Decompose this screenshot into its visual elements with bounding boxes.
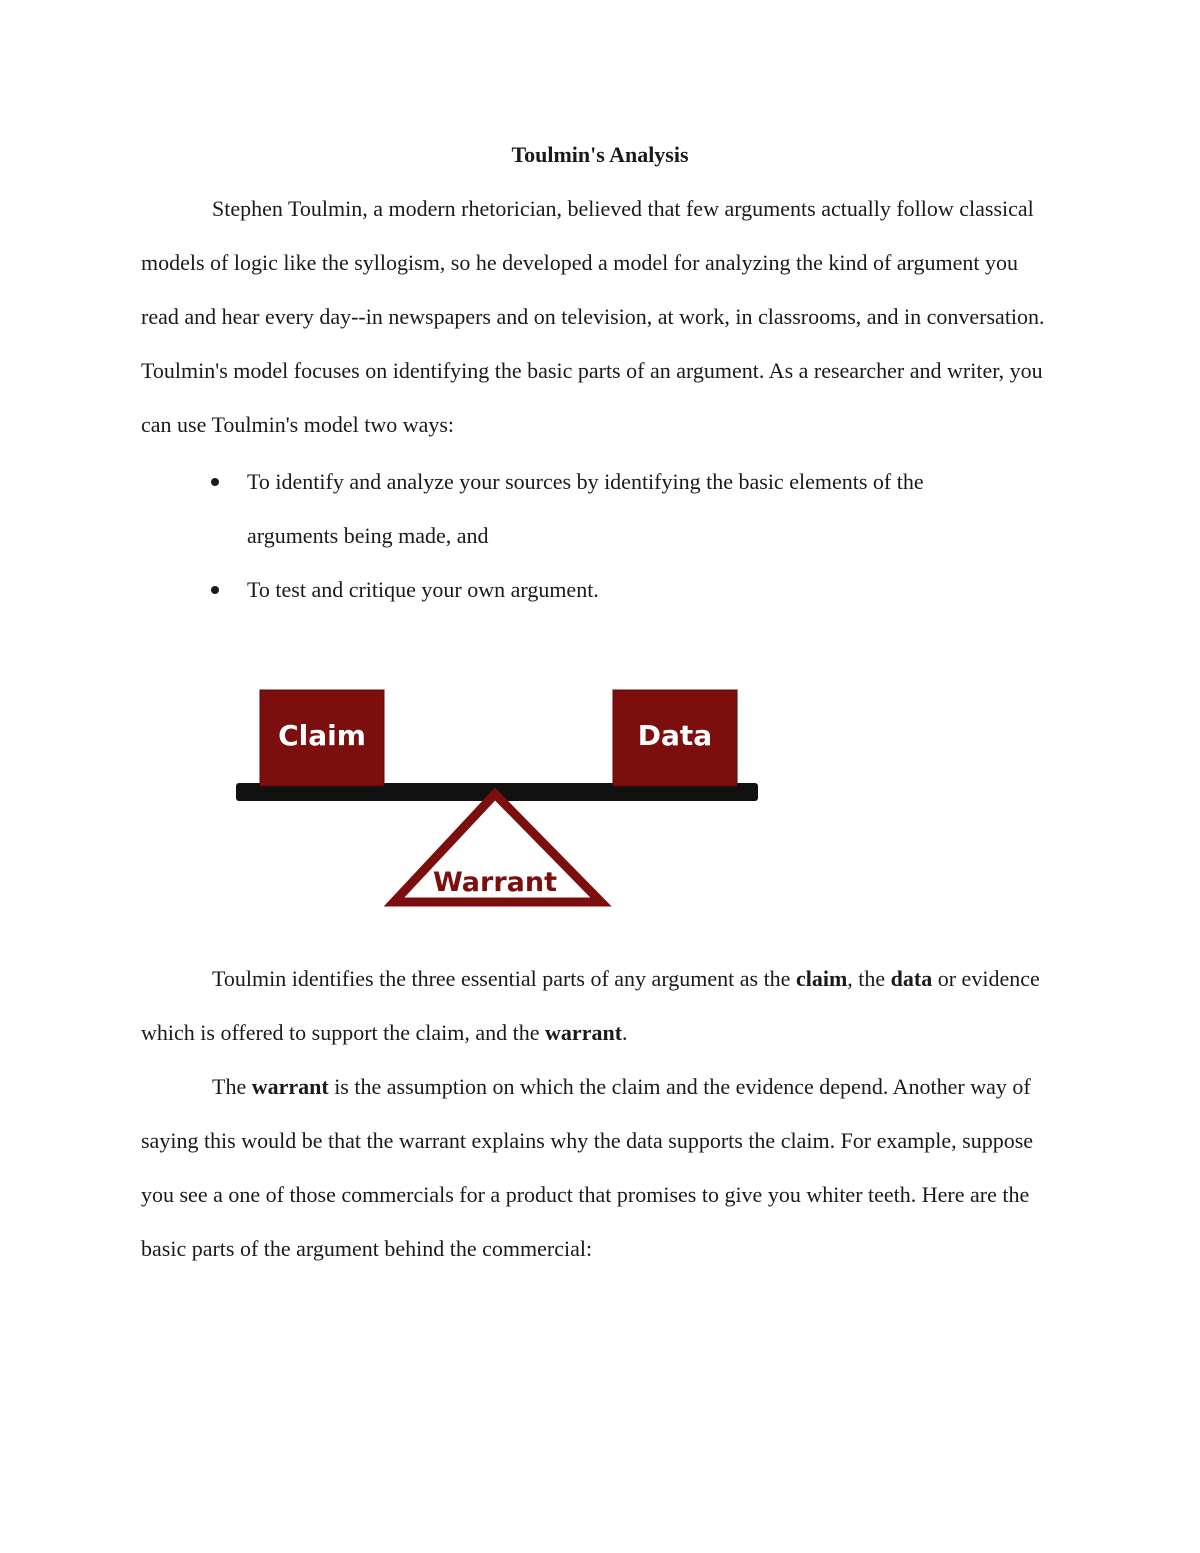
bullet-icon bbox=[211, 478, 219, 486]
text-run: Toulmin identifies the three essential parts of any argument as the bbox=[212, 966, 796, 991]
toulmin-diagram bbox=[230, 682, 770, 912]
document-title: Toulmin's Analysis bbox=[511, 142, 689, 167]
warrant-label: Warrant bbox=[432, 867, 558, 898]
text-run: . bbox=[622, 1020, 628, 1045]
warrant-paragraph bbox=[141, 1060, 1061, 1276]
term-warrant: warrant bbox=[545, 1020, 623, 1045]
bullet-icon bbox=[211, 586, 219, 594]
list-item-text: To test and critique your own argument. bbox=[247, 577, 599, 602]
text-run: , the bbox=[847, 966, 891, 991]
list-item-text: To identify and analyze your sources by identifying the basic elements of the arguments being made, and bbox=[247, 469, 924, 548]
term-data: data bbox=[890, 966, 933, 991]
list-item bbox=[141, 563, 1041, 617]
intro-paragraph: Stephen Toulmin, a modern rhetorician, believed that few arguments actually follow classical models of logic like the syllogism, so he developed a model for analyzing the kind of argument you read and hear every day--in newspapers and on television, at work, in classrooms, and in conversation. Toulmin's model focuses on identifying the basic parts of an argument. As a researcher and writer, you can use Toulmin's model two ways: bbox=[141, 196, 1045, 437]
parts-paragraph bbox=[141, 952, 1061, 1060]
data-label: Data bbox=[637, 719, 713, 752]
text-run: is the assumption on which the claim and the evidence depend. Another way of saying this would be that the warrant explains why the data supports the claim. For example, suppose you see a one of those commercials for a product that promises to give you whiter teeth. Here are the basic parts of the argument behind the commercial: bbox=[141, 1074, 1034, 1261]
term-claim: claim bbox=[795, 966, 848, 991]
term-warrant: warrant bbox=[251, 1074, 329, 1099]
text-run: The bbox=[212, 1074, 252, 1099]
usage-list bbox=[141, 455, 1041, 617]
list-item bbox=[141, 455, 1041, 563]
text-run: or evidence which is offered to support the claim, and the bbox=[141, 966, 1040, 1045]
claim-label: Claim bbox=[278, 719, 366, 752]
